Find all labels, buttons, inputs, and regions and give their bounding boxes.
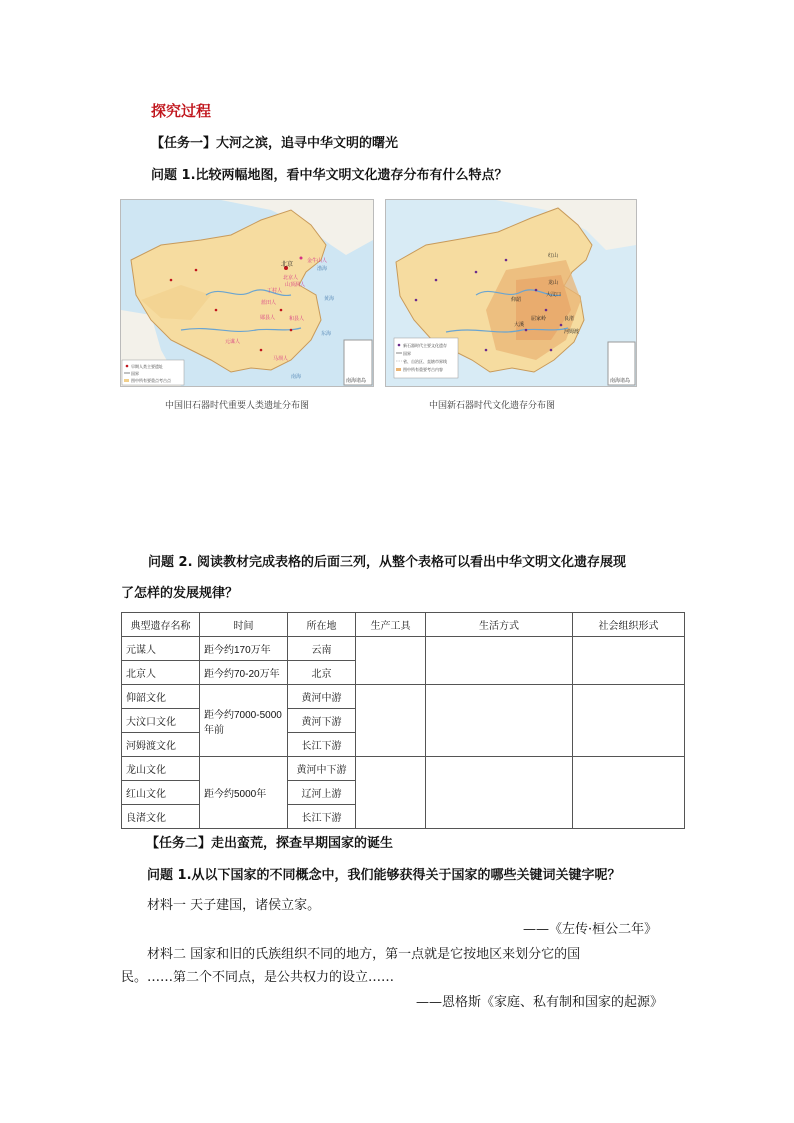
right-map-legend-sites: 新石器时代主要文化遗存	[403, 343, 447, 348]
left-map-label-jinniushan: 金牛山人	[307, 258, 328, 264]
task2-question-1: 问题 1.从以下国家的不同概念中，我们能够获得关于国家的哪些关键词关键字呢？	[147, 868, 621, 883]
site-name-cell: 良渚文化	[122, 805, 200, 829]
material-1-text: 材料一 天子建国，诸侯立家。	[147, 898, 321, 913]
table-header: 社会组织形式	[573, 613, 685, 637]
tools-answer-cell[interactable]	[356, 637, 426, 685]
left-map-legend-sites: 早期人类主要遗址	[131, 364, 163, 369]
task1-question-2-line1: 问题 2. 阅读教材完成表格的后面三列，从整个表格可以看出中华文明文化遗存展现	[148, 555, 627, 570]
social-org-answer-cell[interactable]	[573, 757, 685, 829]
site-name-cell: 龙山文化	[122, 757, 200, 781]
left-map-legend-border: 国界	[131, 371, 139, 376]
table-row	[122, 757, 685, 781]
right-map-legend-other: 图中所有重要考古内容	[403, 367, 443, 372]
task1-question-2-line2: 了怎样的发展规律？	[121, 586, 239, 601]
left-map-label-beijingren: 北京人	[283, 275, 299, 281]
right-map-label-dawenkou: 大汶口	[546, 292, 562, 298]
place-cell: 黄河下游	[288, 709, 356, 733]
place-cell: 黄河中游	[288, 685, 356, 709]
right-map-label-hongshan: 红山	[548, 253, 559, 259]
table-header: 时间	[200, 613, 288, 637]
table-header: 生活方式	[426, 613, 573, 637]
right-map-label-hemudu: 河姆渡	[564, 329, 580, 335]
left-map-label-hexian: 和县人	[289, 316, 305, 322]
table-header: 典型遗存名称	[122, 613, 200, 637]
left-map-inset-label: 南海诸岛	[346, 378, 367, 384]
table-row	[122, 637, 685, 661]
left-map-label-shandingdong: 山顶洞人	[285, 282, 306, 288]
heritage-table	[121, 612, 685, 829]
tools-answer-cell[interactable]	[356, 757, 426, 829]
time-cell: 距今约70-20万年	[200, 661, 288, 685]
right-map-label-longshan: 龙山	[548, 280, 559, 286]
right-map-legend-border: 国界	[403, 351, 411, 356]
left-map-label-yuanmou: 元谋人	[225, 339, 241, 345]
task1-heading: 【任务一】大河之滨，追寻中华文明的曙光	[151, 136, 399, 151]
material-1-source: ——《左传·桓公二年》	[523, 922, 658, 937]
left-map-legend-other: 图中所有要重点考古点	[131, 378, 171, 383]
place-cell: 长江下游	[288, 733, 356, 757]
left-map-caption: 中国旧石器时代重要人类遗址分布图	[165, 401, 310, 411]
place-cell: 北京	[288, 661, 356, 685]
social-org-answer-cell[interactable]	[573, 637, 685, 685]
lifestyle-answer-cell[interactable]	[426, 757, 573, 829]
lifestyle-answer-cell[interactable]	[426, 637, 573, 685]
site-name-cell: 元谋人	[122, 637, 200, 661]
left-map-sea-huanghai: 黄海	[324, 296, 335, 302]
left-map-label-lantian: 蓝田人	[261, 300, 277, 306]
left-map-sea-donghai: 东海	[321, 331, 332, 337]
left-map-label-dingcun: 丁村人	[267, 288, 283, 294]
left-map-sea-bohai: 渤海	[317, 266, 328, 272]
right-map-label-qujialing: 屈家岭	[531, 316, 547, 322]
left-map-label-yunxian: 郧县人	[260, 315, 276, 321]
site-name-cell: 红山文化	[122, 781, 200, 805]
time-cell: 距今约170万年	[200, 637, 288, 661]
time-cell: 距今约5000年	[200, 757, 288, 829]
right-map-caption: 中国新石器时代文化遗存分布图	[429, 401, 556, 411]
site-name-cell: 北京人	[122, 661, 200, 685]
left-map-sea-nanhai: 南海	[291, 374, 302, 380]
tools-answer-cell[interactable]	[356, 685, 426, 757]
task2-heading: 【任务二】走出蛮荒，探查早期国家的诞生	[146, 836, 394, 851]
right-map-legend-provincial: 省、自治区、直辖市界线	[403, 359, 447, 364]
material-2-line1: 材料二 国家和旧的氏族组织不同的地方，第一点就是它按地区来划分它的国	[147, 947, 581, 962]
right-map-label-daxi: 大溪	[514, 322, 525, 328]
place-cell: 黄河中下游	[288, 757, 356, 781]
right-map-inset-label: 南海诸岛	[610, 378, 631, 384]
site-name-cell: 河姆渡文化	[122, 733, 200, 757]
neolithic-sites-map	[385, 199, 637, 387]
left-map-label-beijing: 北京	[281, 261, 294, 268]
place-cell: 长江下游	[288, 805, 356, 829]
site-name-cell: 仰韶文化	[122, 685, 200, 709]
table-row	[122, 685, 685, 709]
time-cell: 距今约7000-5000年前	[200, 685, 288, 757]
right-map-label-yangshao: 仰韶	[511, 297, 522, 303]
site-name-cell: 大汶口文化	[122, 709, 200, 733]
right-map-label-liangzhu: 良渚	[564, 316, 575, 322]
material-2-line2: 民。……第二个不同点，是公共权力的设立……	[121, 970, 395, 985]
place-cell: 辽河上游	[288, 781, 356, 805]
lifestyle-answer-cell[interactable]	[426, 685, 573, 757]
left-map-label-maba: 马坝人	[273, 356, 289, 362]
table-header: 生产工具	[356, 613, 426, 637]
table-header-row	[122, 613, 685, 637]
paleolithic-sites-map	[120, 199, 374, 387]
table-header: 所在地	[288, 613, 356, 637]
material-2-source: ——恩格斯《家庭、私有制和国家的起源》	[416, 995, 664, 1010]
social-org-answer-cell[interactable]	[573, 685, 685, 757]
section-title: 探究过程	[151, 102, 212, 120]
task1-question-1: 问题 1.比较两幅地图，看中华文明文化遗存分布有什么特点？	[151, 168, 508, 183]
place-cell: 云南	[288, 637, 356, 661]
